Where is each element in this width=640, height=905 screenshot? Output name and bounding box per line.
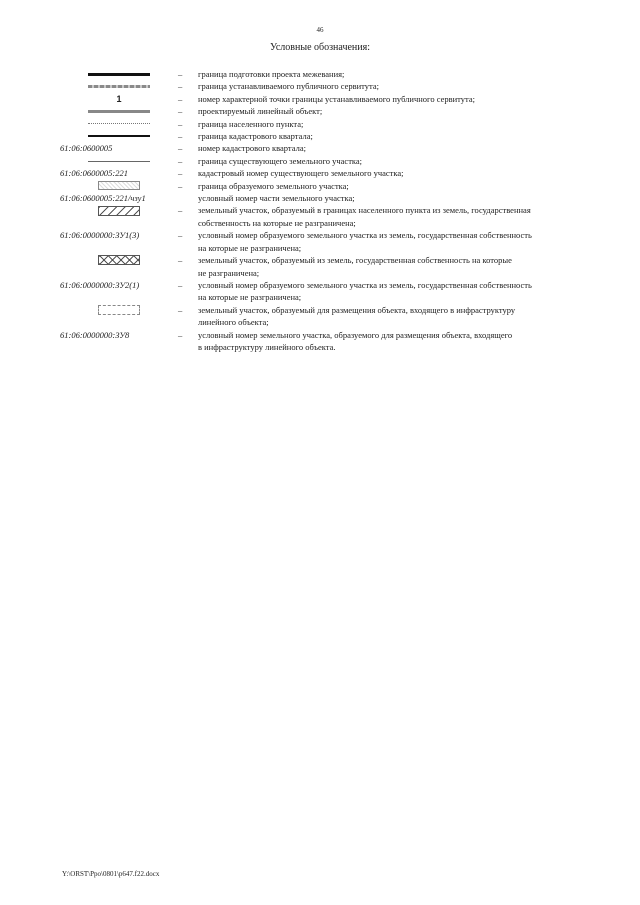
legend-description (198, 80, 620, 92)
legend-description (198, 130, 620, 142)
legend-text: граница существующего земельного участка; (198, 155, 363, 166)
legend-text: номер характерной точки границы устанавливаемого публичного сервитута; (198, 93, 475, 104)
legend-row (60, 155, 620, 167)
legend-row (60, 118, 620, 130)
legend-symbol (60, 279, 178, 291)
legend-symbol (60, 180, 178, 192)
legend-symbol (60, 304, 178, 316)
legend-row (60, 80, 620, 92)
legend-text: граница образуемого земельного участка; (198, 180, 349, 191)
legend-text: граница устанавливаемого публичного сервитута; (198, 81, 379, 92)
box-cross-symbol (98, 255, 140, 265)
legend-row (60, 142, 620, 154)
legend-symbol (60, 167, 178, 179)
legend-symbol (60, 93, 178, 105)
legend-symbol (60, 204, 178, 216)
legend-dash: – (178, 329, 183, 340)
legend-dash: – (178, 81, 183, 92)
line-dark-symbol (88, 135, 150, 137)
legend-row (60, 254, 620, 279)
legend-symbol (60, 142, 178, 154)
legend-symbol (60, 192, 178, 204)
legend-description (178, 192, 620, 204)
legend-row (60, 105, 620, 117)
line-dotted-symbol (88, 123, 150, 124)
legend-row (60, 204, 620, 229)
legend-dash: – (178, 205, 183, 216)
cadastral-number-symbol: 61:06:0600005:221 (60, 168, 128, 179)
legend-symbol (60, 155, 178, 167)
legend-description (198, 204, 620, 229)
legend-description (198, 105, 620, 117)
legend-dash: – (178, 118, 183, 129)
legend-text: граница кадастрового квартала; (198, 131, 313, 142)
legend-text-continuation: собственность на которые не разграничена; (198, 217, 356, 228)
legend-title: Условные обозначения: (269, 42, 370, 53)
legend-dash: – (178, 168, 183, 179)
file-path-footer: Y:\ORST\Ppo\0801\p647.f22.docx (62, 870, 160, 878)
legend-description (198, 329, 620, 354)
legend-text: условный номер части земельного участка; (198, 193, 355, 204)
page-number: 46 (316, 26, 324, 34)
legend-dash: – (178, 279, 183, 290)
legend-text: условный номер земельного участка, образуемого для размещения объекта, входящего (198, 329, 513, 340)
legend-symbol (60, 254, 178, 266)
legend-dash: – (178, 255, 183, 266)
legend-description (198, 279, 620, 304)
point-number-symbol: 1 (116, 93, 122, 104)
legend-symbol (60, 118, 178, 130)
line-gray-symbol (88, 110, 150, 113)
legend-dash: – (178, 131, 183, 142)
legend-text-continuation: в инфраструктуру линейного объекта. (198, 341, 336, 352)
line-servitude-symbol (88, 85, 150, 88)
legend-dash: – (178, 155, 183, 166)
legend-text-continuation: не разграничена; (198, 267, 260, 278)
legend-dash: – (178, 143, 183, 154)
legend-description (198, 304, 620, 329)
legend-text: условный номер образуемого земельного участка из земель, государственная собственность (198, 279, 532, 290)
legend-symbol (60, 329, 178, 341)
legend-description (198, 118, 620, 130)
legend-symbol (60, 105, 178, 117)
legend-description (198, 155, 620, 167)
legend-list (60, 68, 620, 353)
cadastral-number-symbol: 61:06:0600005:221/чзу1 (60, 193, 146, 204)
legend-description (198, 142, 620, 154)
legend-row (60, 192, 620, 204)
legend-description (198, 229, 620, 254)
legend-row (60, 93, 620, 105)
legend-row (60, 279, 620, 304)
legend-row (60, 180, 620, 192)
legend-row (60, 167, 620, 179)
legend-row (60, 329, 620, 354)
legend-dash: – (178, 93, 183, 104)
legend-row (60, 68, 620, 80)
legend-description (198, 254, 620, 279)
box-hatch-symbol (98, 206, 140, 216)
legend-row (60, 304, 620, 329)
legend-text: земельный участок, образуемый в границах населенного пункта из земель, государственная (198, 205, 531, 216)
legend-dash: – (178, 304, 183, 315)
legend-text: земельный участок, образуемый для размещения объекта, входящего в инфраструктуру (198, 304, 516, 315)
legend-description (198, 93, 620, 105)
cadastral-number-symbol: 61:06:0000000:ЗУ2(1) (60, 279, 140, 290)
legend-text-continuation: линейного объекта; (198, 317, 269, 328)
legend-row (60, 130, 620, 142)
legend-text: номер кадастрового квартала; (198, 143, 306, 154)
legend-description (198, 68, 620, 80)
legend-dash: – (178, 230, 183, 241)
legend-dash: – (178, 106, 183, 117)
legend-text: земельный участок, образуемый из земель, государственная собственность на которые (198, 255, 512, 266)
cadastral-number-symbol: 61:06:0000000:ЗУ1(3) (60, 230, 140, 241)
legend-symbol (60, 229, 178, 241)
legend-description (198, 167, 620, 179)
legend-description (198, 180, 620, 192)
legend-text-continuation: на которые не разграничена; (198, 242, 302, 253)
legend-dash: – (178, 69, 183, 79)
legend-text: граница подготовки проекта межевания; (198, 69, 345, 79)
legend-dash: – (178, 180, 183, 191)
legend-text: кадастровый номер существующего земельного участка; (198, 168, 404, 179)
legend-text-continuation: на которые не разграничена; (198, 292, 302, 303)
box-dotted-symbol (98, 181, 140, 190)
line-thin-symbol (88, 161, 150, 162)
legend-symbol (60, 130, 178, 142)
cadastral-number-symbol: 61:06:0000000:ЗУ8 (60, 329, 130, 340)
legend-text: проектируемый линейный объект; (198, 106, 323, 117)
legend-symbol (60, 80, 178, 92)
box-dashed-symbol (98, 305, 140, 315)
legend-row (60, 229, 620, 254)
legend-text: граница населенного пункта; (198, 118, 304, 129)
cadastral-number-symbol: 61:06:0600005 (60, 143, 113, 154)
line-thick-symbol (88, 73, 150, 76)
legend-symbol (60, 68, 178, 80)
legend-text: условный номер образуемого земельного участка из земель, государственная собственность (198, 230, 532, 241)
